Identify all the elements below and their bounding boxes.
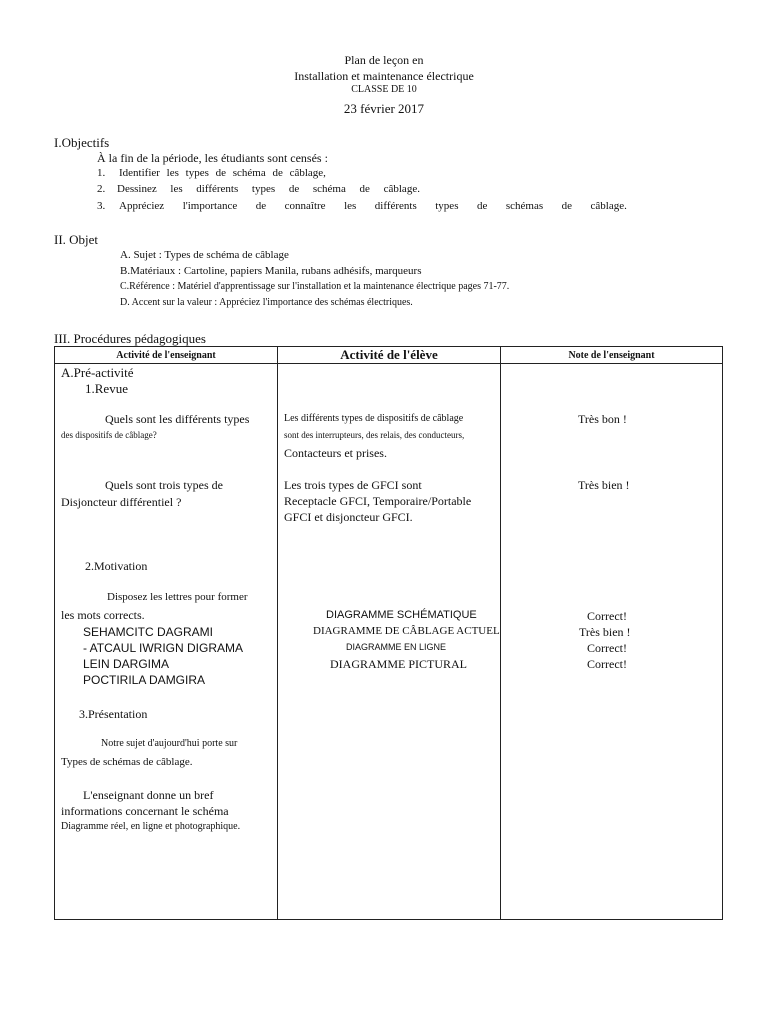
- section-objet-title: II. Objet: [54, 232, 99, 247]
- motivation-answer-1: DIAGRAMME SCHÉMATIQUE: [326, 609, 477, 621]
- word: câblage.: [383, 183, 420, 195]
- word: Identifier: [119, 167, 160, 179]
- word: l'importance: [182, 200, 238, 212]
- sujet-line-1: Notre sujet d'aujourd'hui porte sur: [101, 738, 238, 749]
- word: de: [272, 167, 283, 179]
- word: de: [255, 200, 267, 212]
- scrambled-word-3: LEIN DARGIMA: [83, 657, 170, 671]
- table-header-row: [55, 347, 723, 364]
- doc-title-line2: Installation et maintenance électrique: [294, 69, 474, 83]
- motivation-label: 2.Motivation: [85, 559, 148, 573]
- motivation-answer-2: DIAGRAMME DE CÂBLAGE ACTUEL: [313, 625, 500, 637]
- word: Dessinez: [117, 183, 157, 195]
- header-teacher-note: Note de l'enseignant: [501, 347, 723, 364]
- answer-1-line-2: sont des interrupteurs, des relais, des conducteurs,: [284, 430, 465, 440]
- info-line-2: informations concernant le schéma: [61, 804, 229, 818]
- word: types: [185, 167, 209, 179]
- note-2: Très bien !: [578, 478, 630, 492]
- answer-2-line-2: Receptacle GFCI, Temporaire/Portable: [284, 494, 472, 508]
- procedures-table: [54, 346, 723, 920]
- word: de: [476, 200, 488, 212]
- word: types: [435, 200, 459, 212]
- word: les: [344, 200, 357, 212]
- teacher-activity-cell: [55, 364, 278, 920]
- word: de: [359, 183, 370, 195]
- motivation-note-1: Correct!: [587, 609, 627, 623]
- word: types: [251, 183, 276, 195]
- motivation-answer-3: DIAGRAMME EN LIGNE: [346, 642, 447, 652]
- section-objectifs-title: I.Objectifs: [54, 135, 110, 150]
- word: de: [561, 200, 573, 212]
- motivation-note-2: Très bien !: [579, 625, 631, 639]
- word: câblage,: [289, 167, 326, 179]
- note-1: Très bon !: [578, 412, 627, 426]
- word: schéma: [312, 183, 346, 195]
- objet-item-b: B.Matériaux : Cartoline, papiers Manila, rubans adhésifs, marqueurs: [120, 265, 422, 277]
- dispose-line-1: Disposez les lettres pour former: [107, 591, 248, 603]
- section-procedures-title: III. Procédures pédagogiques: [54, 331, 206, 346]
- scrambled-word-1: SEHAMCITC DAGRAMI: [83, 625, 214, 639]
- word: les: [170, 183, 183, 195]
- header-teacher-activity: Activité de l'enseignant: [55, 347, 278, 364]
- sujet-line-2: Types de schémas de câblage.: [61, 756, 193, 768]
- answer-1-line-3: Contacteurs et prises.: [284, 446, 387, 460]
- question-2-line-1: Quels sont trois types de: [105, 478, 223, 492]
- objet-item-d: D. Accent sur la valeur : Appréciez l'importance des schémas électriques.: [120, 297, 413, 308]
- question-1-line-2: des dispositifs de câblage?: [61, 430, 157, 440]
- question-1-line-1: Quels sont les différents types: [105, 412, 250, 426]
- word: câblage.: [590, 200, 627, 212]
- motivation-note-4: Correct!: [587, 657, 627, 671]
- word: différents: [196, 183, 239, 195]
- motivation-note-3: Correct!: [587, 641, 627, 655]
- objectifs-intro: À la fin de la période, les étudiants sont censés :: [97, 151, 328, 165]
- answer-1-line-1: Les différents types de dispositifs de câblage: [284, 413, 464, 424]
- word: Appréciez: [119, 200, 165, 212]
- scrambled-word-2: - ATCAUL IWRIGN DIGRAMA: [83, 641, 244, 655]
- teacher-note-cell: [501, 364, 723, 920]
- motivation-answer-4: DIAGRAMME PICTURAL: [330, 657, 468, 671]
- answer-2-line-1: Les trois types de GFCI sont: [284, 478, 422, 492]
- word: de: [288, 183, 300, 195]
- word: les: [166, 167, 179, 179]
- word: différents: [374, 200, 417, 212]
- question-2-line-2: Disjoncteur différentiel ?: [61, 495, 182, 509]
- pre-activity-label: A.Pré-activité: [61, 365, 134, 380]
- doc-date: 23 février 2017: [343, 101, 425, 116]
- header-student-activity: Activité de l'élève: [278, 347, 501, 364]
- info-line-3: Diagramme réel, en ligne et photographique.: [61, 821, 241, 832]
- word: de: [215, 167, 226, 179]
- objet-item-c: C.Référence : Matériel d'apprentissage sur l'installation et la maintenance électrique pages 71-77.: [120, 281, 510, 292]
- student-activity-cell: [278, 364, 501, 920]
- word: schéma: [232, 167, 266, 179]
- info-line-1: L'enseignant donne un bref: [83, 788, 214, 802]
- doc-title-line1: Plan de leçon en: [344, 53, 424, 67]
- objectif-item-1-num: 1.: [97, 167, 106, 179]
- answer-2-line-3: GFCI et disjoncteur GFCI.: [284, 510, 413, 524]
- dispose-line-2: les mots corrects.: [61, 608, 145, 622]
- presentation-label: 3.Présentation: [79, 707, 148, 721]
- objectif-item-1: [119, 167, 326, 179]
- objectif-item-2: [117, 183, 420, 195]
- objectif-item-2-num: 2.: [97, 183, 106, 195]
- word: connaître: [284, 200, 326, 212]
- objectif-item-3: [119, 200, 627, 212]
- revue-label: 1.Revue: [85, 381, 128, 396]
- objectif-item-3-num: 3.: [97, 200, 106, 212]
- table-row: [55, 364, 723, 920]
- doc-class: CLASSE DE 10: [351, 84, 417, 95]
- word: schémas: [505, 200, 544, 212]
- objet-item-a: A. Sujet : Types de schéma de câblage: [120, 249, 289, 261]
- scrambled-word-4: POCTIRILA DAMGIRA: [83, 673, 206, 687]
